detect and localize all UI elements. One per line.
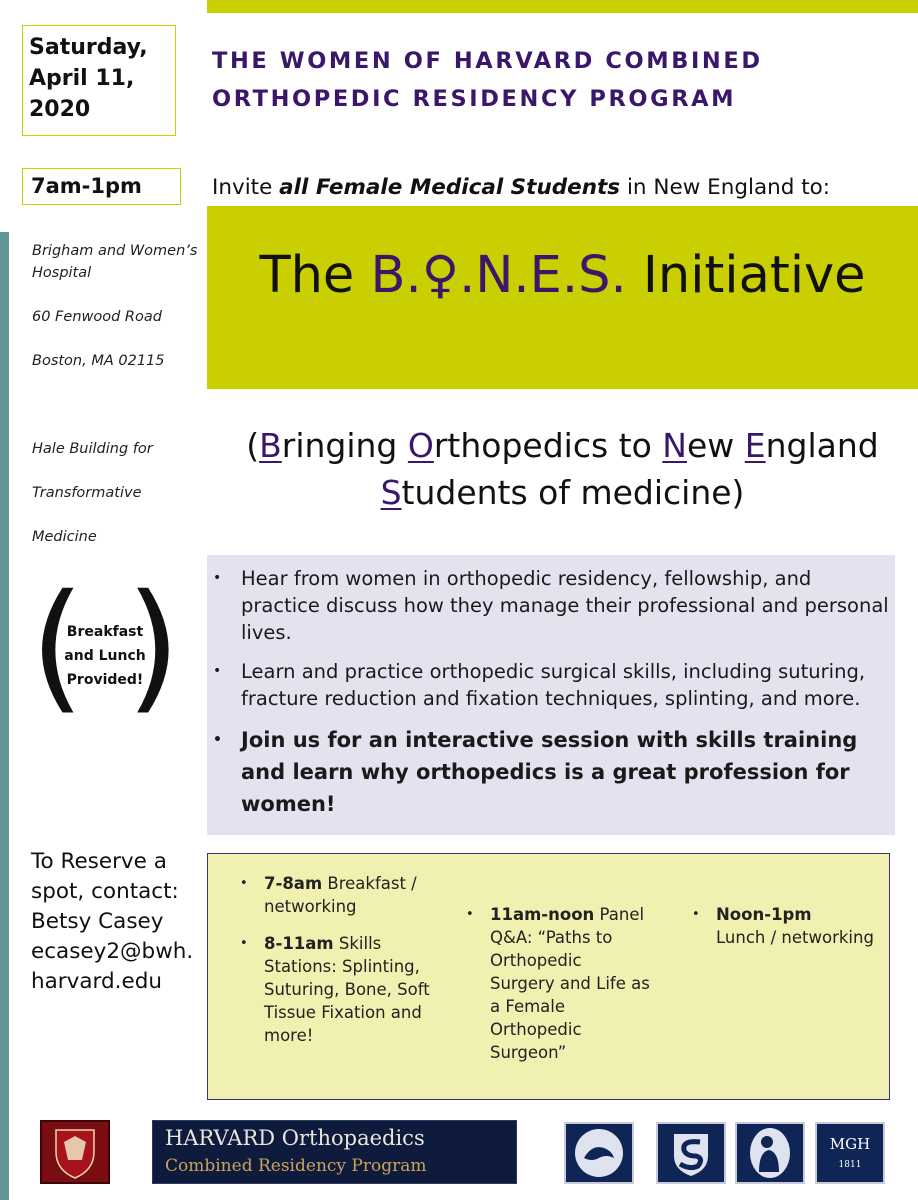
letter-s: S <box>380 473 402 512</box>
venue-line <box>32 372 202 394</box>
meals-line-1: Breakfast <box>66 624 144 640</box>
schedule-text: Stations: Splinting, <box>264 957 420 976</box>
acronym-line-1 <box>207 422 918 469</box>
invite-line <box>212 175 830 200</box>
event-date <box>22 25 176 136</box>
schedule-column-3 <box>690 903 890 963</box>
date-line-1: Saturday, <box>29 35 148 60</box>
invite-emphasis: all Female Medical Students <box>279 175 621 200</box>
meals-note <box>52 620 158 692</box>
mgh-logo <box>815 1122 885 1184</box>
mgh-logo-text: MGH <box>829 1135 871 1153</box>
venue-line: Hospital <box>32 265 92 281</box>
venue-line <box>32 460 202 482</box>
letter-n: N <box>662 426 687 465</box>
schedule-time: Noon-1pm <box>716 905 812 924</box>
initiative-title <box>207 246 918 305</box>
hospital-mother-child-logo <box>735 1122 805 1184</box>
banner-subtitle: Combined Residency Program <box>165 1156 427 1176</box>
schedule-text: Suturing, Bone, Soft <box>264 980 430 999</box>
schedule-text: Panel <box>594 905 645 924</box>
highlights-list <box>212 565 892 832</box>
word-rest: ringing <box>281 426 408 465</box>
schedule-column-2 <box>464 903 664 1078</box>
schedule-item-lunch <box>690 903 890 949</box>
invite-prefix: Invite <box>212 175 280 200</box>
schedule-item-skills <box>238 932 438 1047</box>
schedule-text: Orthopedic <box>490 1020 582 1039</box>
schedule-time: 7-8am <box>264 874 323 893</box>
word-rest: rthopedics to <box>433 426 663 465</box>
venue-line <box>32 416 202 438</box>
top-accent-strip <box>207 0 918 13</box>
venue-line <box>32 284 202 306</box>
acronym-expansion <box>207 422 918 516</box>
banner-title: HARVARD Orthopaedics <box>165 1126 425 1150</box>
schedule-text: Q&A: “Paths to <box>490 928 613 947</box>
schedule-item-panel <box>464 903 664 1064</box>
program-title-line-1: THE WOMEN OF HARVARD COMBINED <box>212 48 763 74</box>
harvard-shield-logo <box>40 1120 110 1184</box>
venue-line: Medicine <box>32 529 97 545</box>
schedule-text: Surgeon” <box>490 1043 567 1062</box>
meals-line-3: Provided! <box>66 672 144 688</box>
shield-icon <box>42 1122 108 1182</box>
letter-e: E <box>744 426 766 465</box>
venue-line: Boston, MA 02115 <box>32 353 165 369</box>
left-accent-strip <box>0 232 9 1200</box>
meals-line-2: and Lunch <box>64 648 146 664</box>
schedule-text: a Female <box>490 997 566 1016</box>
emblem-icon <box>658 1124 724 1182</box>
schedule-item-breakfast <box>238 872 438 918</box>
schedule-column-1 <box>238 872 438 1061</box>
open-paren: ( <box>246 426 260 465</box>
word-rest: tudents of medicine) <box>401 473 745 512</box>
initiative-suffix: Initiative <box>626 246 866 305</box>
schedule-text: networking <box>264 897 357 916</box>
contact-email-part-2[interactable]: harvard.edu <box>31 969 162 994</box>
venue-line <box>32 504 202 526</box>
date-line-3: 2020 <box>29 97 91 122</box>
program-title-line-2: ORTHOPEDIC RESIDENCY PROGRAM <box>212 86 737 112</box>
mgh-logo-year: 1811 <box>838 1160 862 1170</box>
letter-o: O <box>407 426 434 465</box>
venue-line <box>32 328 202 350</box>
schedule-time: 8-11am <box>264 934 334 953</box>
hospital-s-emblem-logo <box>656 1122 726 1184</box>
word-rest: ngland <box>765 426 879 465</box>
right-parenthesis-graphic: ) <box>126 565 181 728</box>
reserve-contact <box>31 847 206 997</box>
schedule-text: Lunch / networking <box>716 928 874 947</box>
word-rest: ew <box>686 426 745 465</box>
schedule-text: Tissue Fixation and <box>264 1003 422 1022</box>
schedule-text: Breakfast / <box>322 874 417 893</box>
hands-icon <box>566 1124 632 1182</box>
venue-line: 60 Fenwood Road <box>32 309 162 325</box>
venue-line: Brigham and Women’s <box>32 243 198 259</box>
contact-email-part-1[interactable]: ecasey2@bwh. <box>31 939 194 964</box>
venue-line: Transformative <box>32 485 142 501</box>
left-parenthesis-graphic: ( <box>30 565 85 728</box>
venue-address <box>32 240 202 548</box>
venue-line: Hale Building for <box>32 441 153 457</box>
program-title <box>212 42 902 118</box>
schedule-text: more! <box>264 1026 314 1045</box>
invite-suffix: in New England to: <box>620 175 831 200</box>
contact-name: Betsy Casey <box>31 909 164 934</box>
event-time: 7am-1pm <box>22 168 181 205</box>
venue-line <box>32 394 202 416</box>
letter-b: B <box>259 426 282 465</box>
schedule-text: Skills <box>333 934 382 953</box>
hospital-hands-logo <box>564 1122 634 1184</box>
mother-child-icon <box>737 1124 803 1182</box>
schedule-time: 11am-noon <box>490 905 595 924</box>
schedule-text: Surgery and Life as <box>490 974 650 993</box>
initiative-prefix: The <box>259 246 371 305</box>
list-item: • Hear from women in orthopedic residency, fellowship, and practice discuss how they manage their professional and personal lives. <box>212 565 892 646</box>
list-item: • Learn and practice orthopedic surgical skills, including suturing, fracture reduction and fixation techniques, splinting, and more. <box>212 658 892 712</box>
list-item: • Join us for an interactive session with skills training and learn why orthopedics is a great profession for women! <box>212 724 892 820</box>
schedule-text: Orthopedic <box>490 951 582 970</box>
date-line-2: April 11, <box>29 66 135 91</box>
initiative-acronym: B.♀.N.E.S. <box>370 246 627 305</box>
reserve-line-1: To Reserve a <box>31 849 167 874</box>
acronym-line-2 <box>207 469 918 516</box>
reserve-line-2: spot, contact: <box>31 879 179 904</box>
